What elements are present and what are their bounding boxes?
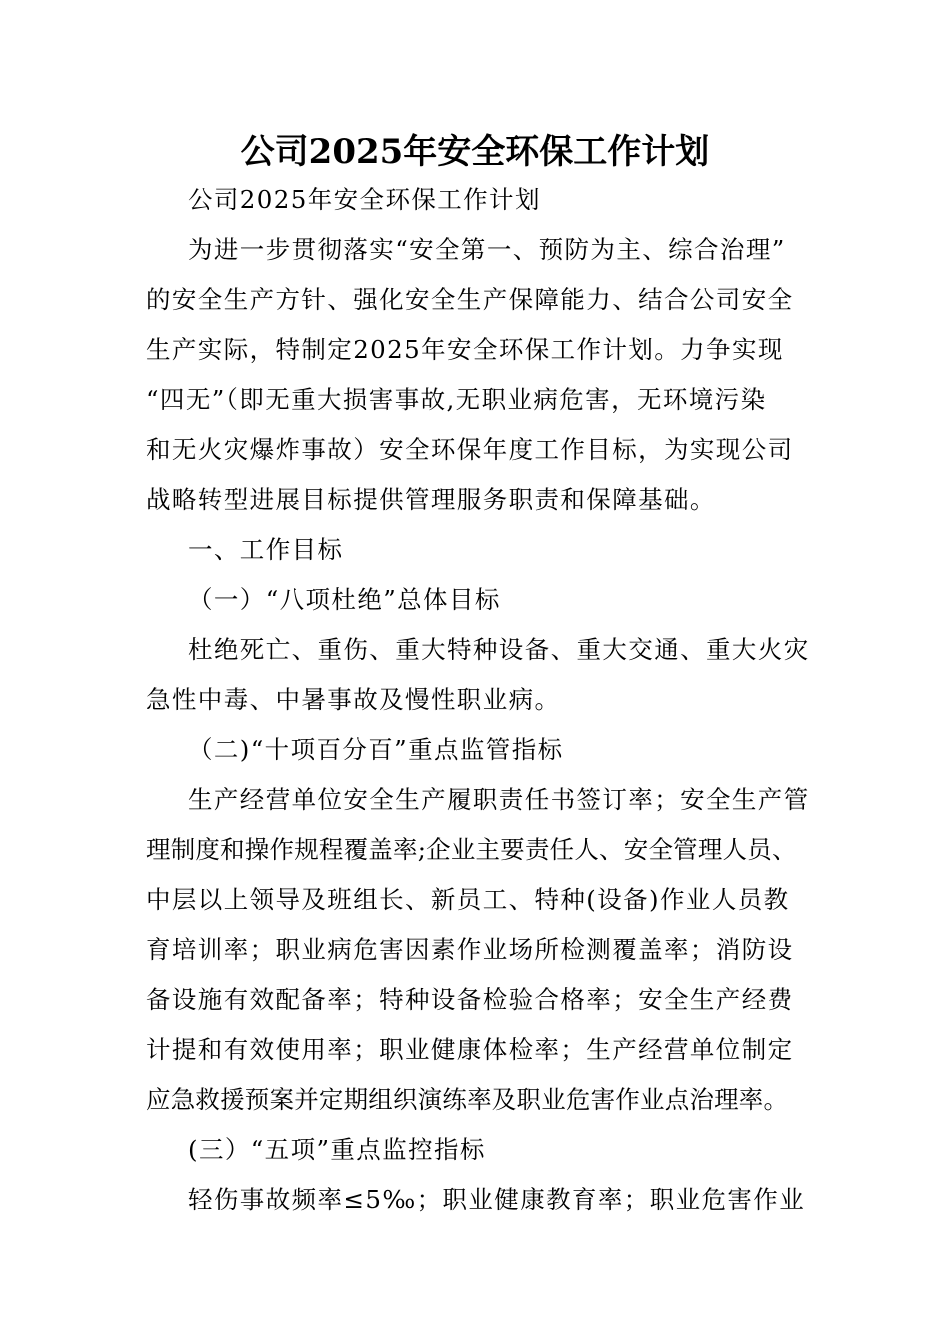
subsection-heading: (三）“五项”重点监控指标 (188, 1135, 486, 1164)
subsection-heading: （二)“十项百分百”重点监管指标 (188, 735, 564, 764)
paragraph-line: 杜绝死亡、重伤、重大特种设备、重大交通、重大火灾 (188, 635, 810, 664)
subtitle-line: 公司2025年安全环保工作计划 (188, 185, 541, 214)
paragraph-line: 备设施有效配备率；特种设备检验合格率；安全生产经费 (146, 985, 794, 1014)
paragraph-line: 为进一步贯彻落实“安全第一、预防为主、综合治理” (188, 235, 786, 264)
paragraph-line: 战略转型进展目标提供管理服务职责和保障基础。 (146, 485, 716, 514)
paragraph-line: “四无”（即无重大损害事故,无职业病危害，无环境污染 (146, 385, 767, 414)
paragraph-line: 中层以上领导及班组长、新员工、特种(设备)作业人员教 (146, 885, 790, 914)
subsection-heading: （一）“八项杜绝”总体目标 (188, 585, 501, 614)
paragraph-line: 急性中毒、中暑事故及慢性职业病。 (146, 685, 561, 714)
paragraph-line: 应急救援预案并定期组织演练率及职业危害作业点治理率。 (146, 1085, 789, 1114)
paragraph-line: 生产实际，特制定2025年安全环保工作计划。力争实现 (146, 335, 784, 364)
section-heading: 一、工作目标 (188, 535, 344, 564)
paragraph-line: 生产经营单位安全生产履职责任书签订率；安全生产管 (188, 785, 810, 814)
paragraph-line: 育培训率；职业病危害因素作业场所检测覆盖率；消防设 (146, 935, 794, 964)
paragraph-line: 理制度和操作规程覆盖率;企业主要责任人、安全管理人员、 (146, 835, 797, 864)
paragraph-line: 的安全生产方针、强化安全生产保障能力、结合公司安全 (146, 285, 794, 314)
document-title: 公司2025年安全环保工作计划 (240, 132, 710, 172)
paragraph-line: 计提和有效使用率；职业健康体检率；生产经营单位制定 (146, 1035, 794, 1064)
paragraph-line: 和无火灾爆炸事故）安全环保年度工作目标，为实现公司 (146, 435, 794, 464)
paragraph-line: 轻伤事故频率≤5‰；职业健康教育率；职业危害作业 (188, 1185, 806, 1214)
